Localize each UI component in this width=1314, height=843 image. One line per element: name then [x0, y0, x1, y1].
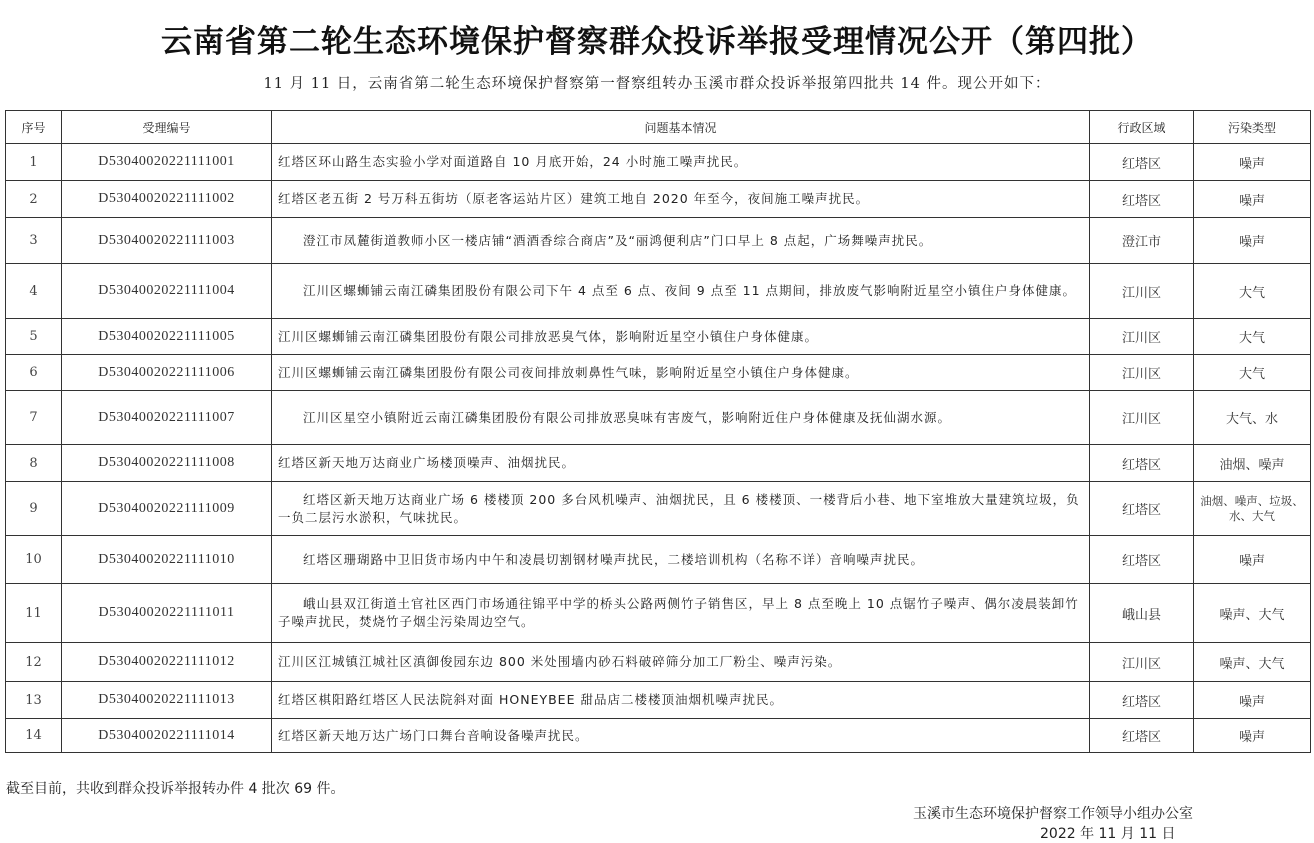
- cell-code: D53040020221111004: [62, 264, 272, 319]
- table-row: [6, 319, 1311, 355]
- cell-area: 峨山县: [1090, 584, 1194, 643]
- table-row: [6, 445, 1311, 482]
- cell-type: 噪声、大气: [1194, 584, 1311, 643]
- cell-num: 6: [6, 355, 62, 391]
- cell-type: 油烟、噪声: [1194, 445, 1311, 482]
- cell-area: 澄江市: [1090, 218, 1194, 264]
- table-row: [6, 584, 1311, 643]
- table-row: [6, 144, 1311, 181]
- header-num: 序号: [6, 111, 62, 144]
- cell-code: D53040020221111008: [62, 445, 272, 482]
- cell-num: 10: [6, 536, 62, 584]
- cell-desc: 峨山县双江街道土官社区西门市场通往锦平中学的桥头公路两侧竹子销售区，早上 8 点至晚上 10 点锯竹子噪声、偶尔凌晨装卸竹子噪声扰民，焚烧竹子烟尘污染周边空气。: [272, 584, 1090, 643]
- cell-type: 噪声: [1194, 682, 1311, 719]
- cell-desc: 红塔区新天地万达广场门口舞台音响设备噪声扰民。: [272, 719, 1090, 753]
- cell-desc: 红塔区新天地万达商业广场 6 楼楼顶 200 多台风机噪声、油烟扰民，且 6 楼楼顶、一楼背后小巷、地下室堆放大量建筑垃圾，负一负二层污水淤积，气味扰民。: [272, 482, 1090, 536]
- cell-num: 1: [6, 144, 62, 181]
- header-code: 受理编号: [62, 111, 272, 144]
- cell-num: 8: [6, 445, 62, 482]
- cell-type: 噪声: [1194, 719, 1311, 753]
- cell-type: 噪声: [1194, 218, 1311, 264]
- cell-num: 2: [6, 181, 62, 218]
- cell-num: 7: [6, 391, 62, 445]
- cell-desc: 澄江市凤麓街道教师小区一楼店铺“酒酒香综合商店”及“丽鸿便利店”门口早上 8 点起，广场舞噪声扰民。: [272, 218, 1090, 264]
- cell-code: D53040020221111014: [62, 719, 272, 753]
- page-title: 云南省第二轮生态环境保护督察群众投诉举报受理情况公开（第四批）: [161, 24, 1153, 60]
- cell-desc: 红塔区珊瑚路中卫旧货市场内中午和凌晨切割钢材噪声扰民，二楼培训机构（名称不详）音响噪声扰民。: [272, 536, 1090, 584]
- cell-desc: 红塔区新天地万达商业广场楼顶噪声、油烟扰民。: [272, 445, 1090, 482]
- cell-desc: 江川区星空小镇附近云南江磷集团股份有限公司排放恶臭味有害废气，影响附近住户身体健康及抚仙湖水源。: [272, 391, 1090, 445]
- cell-num: 11: [6, 584, 62, 643]
- table-row: [6, 482, 1311, 536]
- cell-type: 大气: [1194, 319, 1311, 355]
- table-row: [6, 536, 1311, 584]
- cell-code: D53040020221111010: [62, 536, 272, 584]
- table-row: [6, 682, 1311, 719]
- cell-area: 红塔区: [1090, 719, 1194, 753]
- cell-area: 江川区: [1090, 319, 1194, 355]
- cell-area: 红塔区: [1090, 482, 1194, 536]
- cell-area: 红塔区: [1090, 181, 1194, 218]
- cell-area: 红塔区: [1090, 144, 1194, 181]
- cell-type: 噪声、大气: [1194, 643, 1311, 682]
- cell-num: 4: [6, 264, 62, 319]
- cell-num: 5: [6, 319, 62, 355]
- table-row: [6, 264, 1311, 319]
- cell-desc: 江川区螺蛳铺云南江磷集团股份有限公司下午 4 点至 6 点、夜间 9 点至 11 点期间，排放废气影响附近星空小镇住户身体健康。: [272, 264, 1090, 319]
- cell-desc: 红塔区老五街 2 号万科五街坊（原老客运站片区）建筑工地自 2020 年至今，夜间施工噪声扰民。: [272, 181, 1090, 218]
- cell-area: 江川区: [1090, 355, 1194, 391]
- cell-type: 大气: [1194, 355, 1311, 391]
- cell-type: 油烟、噪声、垃圾、水、大气: [1194, 482, 1311, 536]
- cell-type: 噪声: [1194, 181, 1311, 218]
- cell-code: D53040020221111005: [62, 319, 272, 355]
- cell-code: D53040020221111003: [62, 218, 272, 264]
- cell-desc: 江川区江城镇江城社区滇御俊园东边 800 米处围墙内砂石料破碎筛分加工厂粉尘、噪声污染。: [272, 643, 1090, 682]
- cell-num: 12: [6, 643, 62, 682]
- table-row: [6, 391, 1311, 445]
- cell-area: 红塔区: [1090, 682, 1194, 719]
- cell-code: D53040020221111012: [62, 643, 272, 682]
- table-header-row: [6, 111, 1311, 144]
- header-type: 污染类型: [1194, 111, 1311, 144]
- table-row: [6, 355, 1311, 391]
- cell-type: 大气、水: [1194, 391, 1311, 445]
- cell-area: 江川区: [1090, 643, 1194, 682]
- table-row: [6, 181, 1311, 218]
- table-row: [6, 218, 1311, 264]
- cell-code: D53040020221111011: [62, 584, 272, 643]
- page-subtitle: 11 月 11 日，云南省第二轮生态环境保护督察第一督察组转办玉溪市群众投诉举报第四批共 14 件。现公开如下：: [263, 76, 1051, 92]
- cell-type: 噪声: [1194, 144, 1311, 181]
- cell-type: 大气: [1194, 264, 1311, 319]
- header-area: 行政区域: [1090, 111, 1194, 144]
- cell-desc: 江川区螺蛳铺云南江磷集团股份有限公司排放恶臭气体，影响附近星空小镇住户身体健康。: [272, 319, 1090, 355]
- cell-num: 14: [6, 719, 62, 753]
- cell-num: 13: [6, 682, 62, 719]
- cell-code: D53040020221111002: [62, 181, 272, 218]
- cell-area: 红塔区: [1090, 536, 1194, 584]
- cell-code: D53040020221111007: [62, 391, 272, 445]
- complaint-table: [5, 110, 1311, 753]
- cell-num: 9: [6, 482, 62, 536]
- cell-area: 江川区: [1090, 264, 1194, 319]
- cell-code: D53040020221111006: [62, 355, 272, 391]
- cell-code: D53040020221111001: [62, 144, 272, 181]
- cell-desc: 红塔区棋阳路红塔区人民法院斜对面 HONEYBEE 甜品店二楼楼顶油烟机噪声扰民。: [272, 682, 1090, 719]
- cell-type: 噪声: [1194, 536, 1311, 584]
- table-row: [6, 719, 1311, 753]
- cell-desc: 江川区螺蛳铺云南江磷集团股份有限公司夜间排放刺鼻性气味，影响附近星空小镇住户身体健康。: [272, 355, 1090, 391]
- summary-note: 截至目前，共收到群众投诉举报转办件 4 批次 69 件。: [6, 781, 345, 797]
- issuing-office: 玉溪市生态环境保护督察工作领导小组办公室: [913, 806, 1193, 822]
- issue-date: 2022 年 11 月 11 日: [1040, 826, 1176, 842]
- cell-code: D53040020221111013: [62, 682, 272, 719]
- cell-num: 3: [6, 218, 62, 264]
- cell-area: 红塔区: [1090, 445, 1194, 482]
- cell-desc: 红塔区环山路生态实验小学对面道路自 10 月底开始，24 小时施工噪声扰民。: [272, 144, 1090, 181]
- cell-code: D53040020221111009: [62, 482, 272, 536]
- table-row: [6, 643, 1311, 682]
- cell-area: 江川区: [1090, 391, 1194, 445]
- header-desc: 问题基本情况: [272, 111, 1090, 144]
